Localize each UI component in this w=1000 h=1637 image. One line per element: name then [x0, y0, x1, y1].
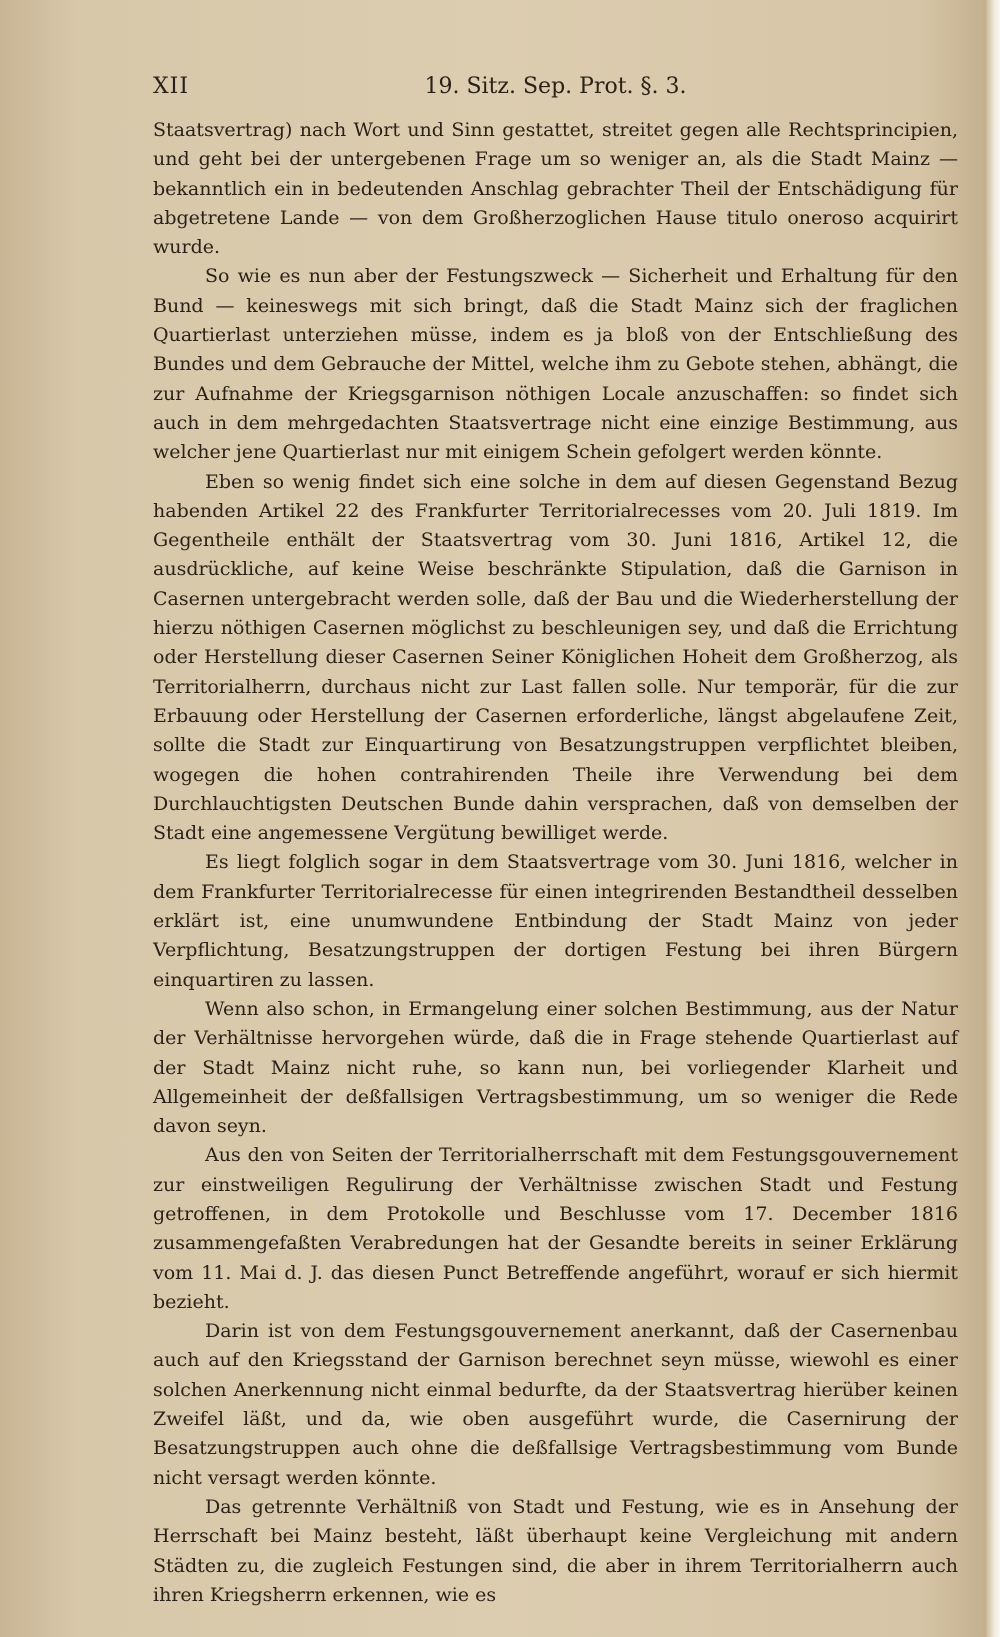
paragraph: Eben so wenig findet sich eine solche in dem auf diesen Gegenstand Bezug habenden Artikel 22 des Frankfurter Territorialrecesses vom 20. Juli 1819. Im Gegentheile enthält der Staatsvertrag vom 30. Juni 1816, Artikel 12, die ausdrückliche, auf keine Weise beschränkte Stipulation, daß die Garnison in Casernen untergebracht werden solle, daß der Bau und die Wiederherstellung der hierzu nöthigen Casernen möglichst zu beschleunigen sey, und daß die Errichtung oder Herstellung dieser Casernen Seiner Königlichen Hoheit dem Großherzog, als Territorialherrn, durchaus nicht zur Last fallen solle. Nur temporär, für die zur Erbauung oder Herstellung der Casernen erforderliche, längst abgelaufene Zeit, sollte die Stadt zur Einquartirung von Besatzungstruppen verpflichtet bleiben, wogegen die hohen contrahirenden Theile ihre Verwendung bei dem Durchlauchtigsten Deutschen Bunde dahin versprachen, daß von demselben der Stadt eine angemessene Vergütung bewilliget werde.: [153, 470, 958, 845]
page-number: XII: [153, 74, 190, 99]
paragraph: Es liegt folglich sogar in dem Staatsvertrage vom 30. Juni 1816, welcher in dem Frankfurter Territorialrecesse für einen integrirenden Bestandtheil desselben erklärt ist, eine unumwundene Entbindung der Stadt Mainz von jeder Verpflichtung, Besatzungstruppen der dortigen Festung bei ihren Bürgern einquartiren zu lassen.: [153, 851, 958, 991]
paragraph: So wie es nun aber der Festungszweck — Sicherheit und Erhaltung für den Bund — keineswegs mit sich bringt, daß die Stadt Mainz sich der fraglichen Quartierlast unterziehen müsse, indem es ja bloß von der Entschließung des Bundes und dem Gebrauche der Mittel, welche ihm zu Gebote stehen, abhängt, die zur Aufnahme der Kriegsgarnison nöthigen Locale anzuschaffen: so findet sich auch in dem mehrgedachten Staatsvertrage nicht eine einzige Bestimmung, aus welcher jene Quartierlast nur mit einigem Schein gefolgert werden könnte.: [153, 265, 958, 464]
paragraph: Das getrennte Verhältniß von Stadt und Festung, wie es in Ansehung der Herrschaft bei Mainz besteht, läßt überhaupt keine Vergleichung mit andern Städten zu, die zugleich Festungen sind, die aber in ihrem Territorialherrn auch ihren Kriegsherrn erkennen, wie es: [153, 1495, 958, 1606]
running-title: 19. Sitz. Sep. Prot. §. 3.: [424, 74, 687, 99]
paragraph: Wenn also schon, in Ermangelung einer solchen Bestimmung, aus der Natur der Verhältnisse hervorgehen würde, daß die in Frage stehende Quartierlast auf der Stadt Mainz nicht ruhe, so kann nun, bei vorliegender Klarheit und Allgemeinheit der deßfallsigen Vertragsbestimmung, um so weniger die Rede davon seyn.: [153, 997, 958, 1138]
page-edge: [986, 0, 1000, 1637]
page-body: [153, 116, 958, 1610]
paragraph: Darin ist von dem Festungsgouvernement anerkannt, daß der Casernenbau auch auf den Kriegsstand der Garnison berechnet seyn müsse, wiewohl es einer solchen Anerkennung nicht einmal bedurfte, da der Staatsvertrag hierüber keinen Zweifel läßt, und da, wie oben ausgeführt wurde, die Casernirung der Besatzungstruppen auch ohne die deßfallsige Vertragsbestimmung vom Bunde nicht versagt werden könnte.: [153, 1320, 958, 1489]
page-header: [153, 74, 958, 104]
paragraph: Aus den von Seiten der Territorialherrschaft mit dem Festungsgouvernement zur einstweiligen Regulirung der Verhältnisse zwischen Stadt und Festung getroffenen, in dem Protokolle und Beschlusse vom 17. December 1816 zusammengefaßten Verabredungen hat der Gesandte bereits in seiner Erklärung vom 11. Mai d. J. das diesen Punct Betreffende angeführt, worauf er sich hiermit bezieht.: [153, 1144, 958, 1313]
paragraph-continuation: Staatsvertrag) nach Wort und Sinn gestattet, streitet gegen alle Rechtsprincipien, und geht bei der untergebenen Frage um so weniger an, als die Stadt Mainz — bekanntlich ein in bedeutenden Anschlag gebrachter Theil der Entschädigung für abgetretene Lande — von dem Großherzoglichen Hause titulo oneroso acquirirt wurde.: [153, 119, 958, 259]
